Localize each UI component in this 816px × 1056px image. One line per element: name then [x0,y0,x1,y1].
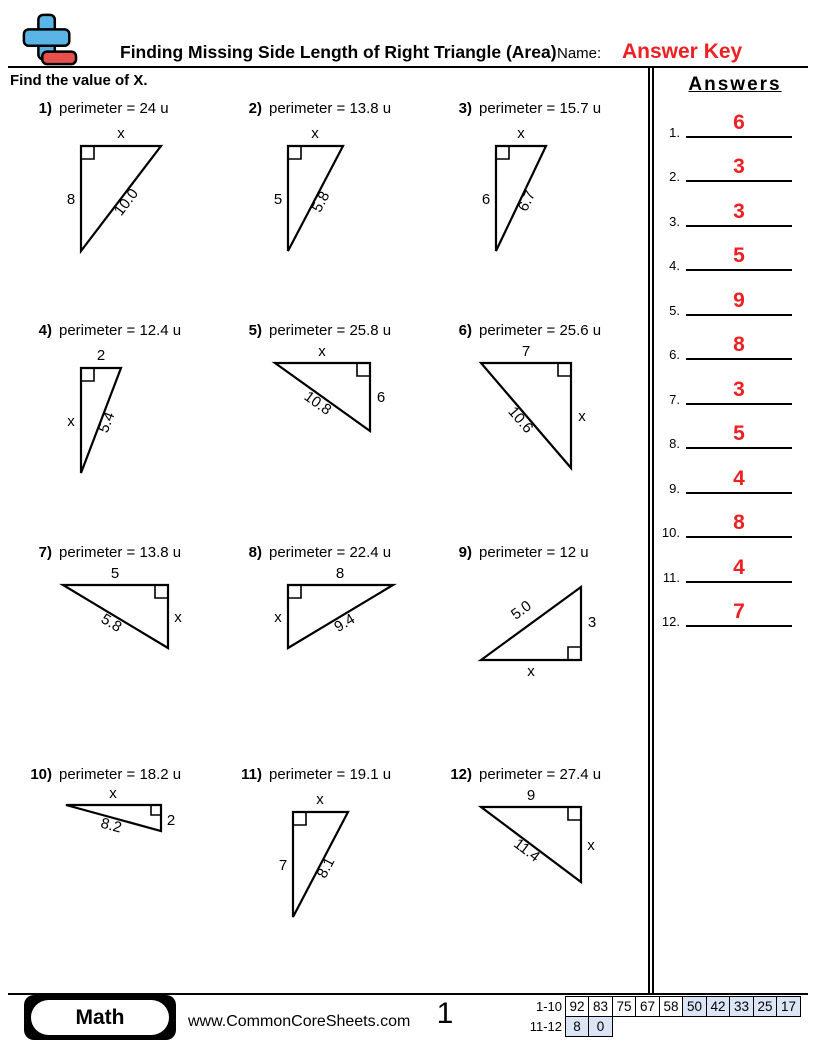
answer-number: 6. [669,347,680,362]
answer-value: 8 [733,511,745,534]
top-side-label: 9 [526,787,536,804]
problem-statement: perimeter = 19.1 u [269,766,392,783]
top-side-label: 2 [96,347,106,364]
answer-number: 4. [669,258,680,273]
right-side-label: x [578,408,586,425]
right-side-label: 6 [376,389,386,406]
answer-blank [686,510,792,538]
score-row2-label: 11-12 [529,1019,562,1034]
answer-key-text: Answer Key [622,40,743,63]
score-cell: 75 [612,996,637,1017]
problem-statement: perimeter = 12 u [479,544,589,561]
problem-3 [446,100,651,261]
problem-number: 5) [248,322,262,339]
answer-number: 12. [661,614,680,629]
answer-blank [686,377,792,405]
answer-blank [686,154,792,182]
problem-number: 1) [38,100,52,117]
problem-9 [446,544,651,685]
answer-number: 1. [669,125,680,140]
right-side-label: x [587,837,595,854]
answer-number: 8. [669,436,680,451]
page-number: 1 [436,997,454,1030]
top-side-label: x [109,787,117,802]
problem-number: 7) [38,544,52,561]
hypotenuse-label: 8.1 [313,854,339,882]
problem-statement: perimeter = 13.8 u [59,544,182,561]
answer-number: 7. [669,392,680,407]
problem-7 [26,544,231,660]
problem-statement: perimeter = 25.6 u [479,322,602,339]
triangle-figure [263,565,458,660]
hypotenuse-label: 11.4 [510,835,544,866]
score-cell: 17 [776,996,801,1017]
score-cell: 67 [635,996,660,1017]
problem-2 [236,100,441,261]
problem-number: 11) [241,766,262,783]
score-cell: 33 [729,996,754,1017]
left-side-label: 5 [273,191,283,208]
top-side-label: x [311,125,319,142]
problem-statement: perimeter = 22.4 u [269,544,392,561]
problem-4 [26,322,231,483]
hypotenuse-label: 5.8 [308,188,334,216]
triangle-figure [253,787,393,927]
problem-statement: perimeter = 25.8 u [269,322,392,339]
answer-row-5 [654,278,812,320]
answer-value: 3 [733,378,745,401]
hypotenuse-label: 5.4 [95,409,119,436]
problem-1 [26,100,231,261]
website-url: www.CommonCoreSheets.com [188,1013,411,1030]
answer-blank [686,421,792,449]
answer-number: 11. [662,570,680,585]
hypotenuse-label: 5.8 [97,610,125,636]
page-title: Finding Missing Side Length of Right Triangle (Area) [120,42,557,62]
problem-statement: perimeter = 24 u [59,100,169,117]
left-side-label: 6 [481,191,491,208]
problem-number: 8) [248,544,262,561]
score-grid-row1 [566,996,801,1017]
subject-badge [24,995,176,1040]
score-cell: 92 [565,996,590,1017]
answers-title: Answers [688,74,782,95]
answer-blank [686,466,792,494]
answer-row-12 [654,589,812,631]
problem-11 [236,766,441,927]
answer-value: 9 [733,289,745,312]
score-cell: 8 [565,1016,590,1037]
answer-blank [686,599,792,627]
score-cell: 50 [682,996,707,1017]
triangle-figure [48,565,243,660]
top-side-label: x [117,125,125,142]
hypotenuse-label: 9.4 [331,610,359,636]
left-side-label: x [67,413,75,430]
answer-row-6 [654,322,812,364]
answer-blank [686,288,792,316]
top-side-label: 5 [110,565,120,582]
problem-number: 12) [450,766,472,783]
triangle-figure [243,121,383,261]
score-cell: 0 [588,1016,613,1037]
commoncoresheets-logo-icon [20,12,78,73]
instruction-text: Find the value of X. [10,72,148,89]
answer-value: 3 [733,155,745,178]
left-side-label: x [274,609,282,626]
answer-value: 5 [733,244,745,267]
score-cell: 25 [753,996,778,1017]
answer-number: 3. [669,214,680,229]
triangle-figure [466,787,656,897]
answer-row-4 [654,233,812,275]
header-divider [8,66,808,68]
score-cell: 58 [659,996,684,1017]
answer-value: 7 [733,600,745,623]
answer-row-3 [654,189,812,231]
right-side-label: 2 [166,812,176,829]
right-side-label: x [174,609,182,626]
answer-value: 4 [733,556,745,579]
triangle-figure [56,787,246,842]
answer-blank [686,110,792,138]
problem-5 [236,322,441,443]
problem-number: 2) [248,100,262,117]
answer-value: 6 [733,111,745,134]
answer-value: 4 [733,467,745,490]
answer-blank [686,243,792,271]
answer-blank [686,555,792,583]
top-side-label: x [517,125,525,142]
triangle-figure [466,343,636,478]
hypotenuse-label: 10.0 [110,185,143,220]
score-grid-row2 [566,1016,613,1037]
answer-row-10 [654,500,812,542]
problem-number: 9) [458,544,472,561]
top-side-label: 8 [335,565,345,582]
answer-value: 5 [733,422,745,445]
problem-statement: perimeter = 18.2 u [59,766,182,783]
answer-row-11 [654,545,812,587]
left-side-label: 7 [278,857,288,874]
top-side-label: x [318,343,326,360]
problem-number: 10) [30,766,52,783]
answer-row-1 [654,100,812,142]
hypotenuse-label: 8.2 [98,814,124,837]
subject-label: Math [31,1000,169,1035]
problem-number: 3) [458,100,472,117]
left-side-label: 8 [66,191,76,208]
score-cell: 42 [706,996,731,1017]
problem-number: 4) [38,322,52,339]
answer-row-2 [654,144,812,186]
problem-10 [26,766,231,842]
answer-row-9 [654,456,812,498]
score-cell: 83 [588,996,613,1017]
problem-12 [446,766,651,897]
answer-value: 8 [733,333,745,356]
answer-row-8 [654,411,812,453]
hypotenuse-label: 6.7 [514,187,540,215]
answer-value: 3 [733,200,745,223]
triangle-figure [466,565,661,685]
problem-statement: perimeter = 15.7 u [479,100,602,117]
problem-statement: perimeter = 12.4 u [59,322,182,339]
top-side-label: 7 [521,343,531,360]
top-side-label: x [316,791,324,808]
triangle-figure [446,121,586,261]
bottom-side-label: x [527,663,535,680]
hypotenuse-label: 5.0 [507,597,535,624]
score-row1-label: 1-10 [535,999,562,1014]
hypotenuse-label: 10.6 [504,403,537,437]
answer-number: 10. [661,525,680,540]
name-label: Name: [557,45,602,62]
problem-number: 6) [458,322,472,339]
answer-blank [686,332,792,360]
hypotenuse-label: 10.8 [300,387,335,419]
answer-number: 9. [669,481,680,496]
triangle-figure [46,121,216,261]
answer-row-7 [654,367,812,409]
problem-8 [236,544,441,660]
answer-number: 2. [669,169,680,184]
problem-6 [446,322,651,478]
problem-statement: perimeter = 13.8 u [269,100,392,117]
problem-statement: perimeter = 27.4 u [479,766,602,783]
triangle-figure [255,343,445,443]
triangle-figure [36,343,176,483]
answer-blank [686,199,792,227]
right-side-label: 3 [587,614,597,631]
answer-number: 5. [669,303,680,318]
